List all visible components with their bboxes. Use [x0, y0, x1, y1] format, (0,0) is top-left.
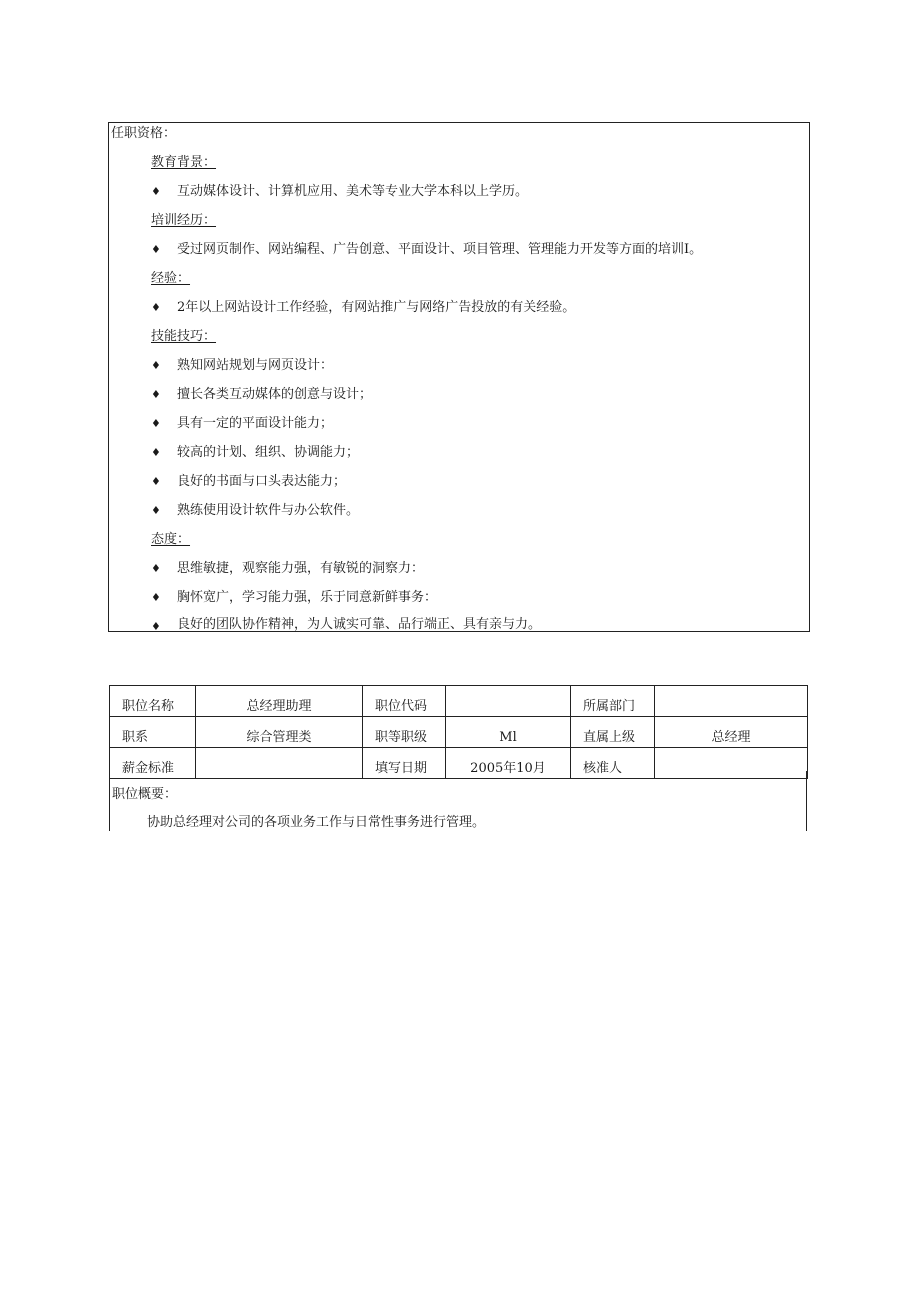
qualifications-heading: 任职资格： [111, 126, 177, 141]
bullet-icon: ♦ [151, 301, 161, 314]
attitude-item: 胸怀宽广，学习能力强，乐于同意新鲜事务： [177, 590, 438, 605]
skill-item: 熟练使用设计软件与办公软件。 [177, 503, 360, 518]
bullet-icon: ♦ [151, 504, 161, 517]
value-position-name: 总经理助理 [196, 686, 363, 717]
value-supervisor: 总经理 [655, 717, 808, 748]
education-item: 互动媒体设计、计算机应用、美术等专业大学本科以上学历。 [177, 184, 529, 199]
bullet-icon: ♦ [151, 562, 161, 575]
value-job-family: 综合管理类 [196, 717, 363, 748]
summary-text: 协助总经理对公司的各项业务工作与日常性事务进行管理。 [147, 815, 486, 830]
bullet-icon: ♦ [151, 475, 161, 488]
label-fill-date: 填写日期 [363, 748, 446, 779]
attitude-item: 思维敏捷，观察能力强，有敏锐的洞察力： [177, 561, 425, 576]
section-title-experience: 经验： [151, 271, 191, 286]
label-salary: 薪金标准 [110, 748, 196, 779]
skill-item: 良好的书面与口头表达能力； [177, 474, 347, 489]
bullet-icon: ♦ [151, 243, 161, 256]
section-title-skills: 技能技巧： [151, 329, 217, 344]
label-supervisor: 直属上级 [571, 717, 655, 748]
value-department [655, 686, 808, 717]
table-row [110, 717, 808, 748]
position-info-table [109, 685, 808, 779]
skill-item: 具有一定的平面设计能力； [177, 416, 334, 431]
bullet-icon: ♦ [151, 359, 161, 372]
experience-item: 2年以上网站设计工作经验，有网站推广与网络广告投放的有关经验。 [177, 300, 576, 315]
section-title-attitude: 态度： [151, 532, 191, 547]
label-department: 所属部门 [571, 686, 655, 717]
label-approver: 核准人 [571, 748, 655, 779]
section-title-education: 教育背景： [151, 155, 217, 170]
section-title-training: 培训经历： [151, 213, 217, 228]
bullet-icon: ♦ [151, 185, 161, 198]
bullet-icon: ♦ [151, 591, 161, 604]
qualifications-box [108, 122, 810, 632]
label-job-family: 职系 [110, 717, 196, 748]
bullet-icon: ♦ [151, 388, 161, 401]
summary-label: 职位概要： [112, 787, 178, 802]
skill-item: 熟知网站规划与网页设计： [177, 358, 334, 373]
value-fill-date: 2005年10月 [446, 748, 571, 779]
label-grade: 职等职级 [363, 717, 446, 748]
bullet-icon: ♦ [151, 620, 161, 633]
value-position-code [446, 686, 571, 717]
training-item: 受过网页制作、网站编程、广告创意、平面设计、项目管理、管理能力开发等方面的培训I。 [177, 242, 703, 257]
table-row [110, 686, 808, 717]
label-position-name: 职位名称 [110, 686, 196, 717]
skill-item: 擅长各类互动媒体的创意与设计； [177, 387, 373, 402]
bullet-icon: ♦ [151, 417, 161, 430]
attitude-item: 良好的团队协作精神，为人诚实可靠、品行端正、具有亲与力。 [177, 617, 542, 632]
label-position-code: 职位代码 [363, 686, 446, 717]
value-grade: Ml [446, 717, 571, 748]
skill-item: 较高的计划、组织、协调能力； [177, 445, 360, 460]
position-summary [109, 771, 807, 831]
bullet-icon: ♦ [151, 446, 161, 459]
